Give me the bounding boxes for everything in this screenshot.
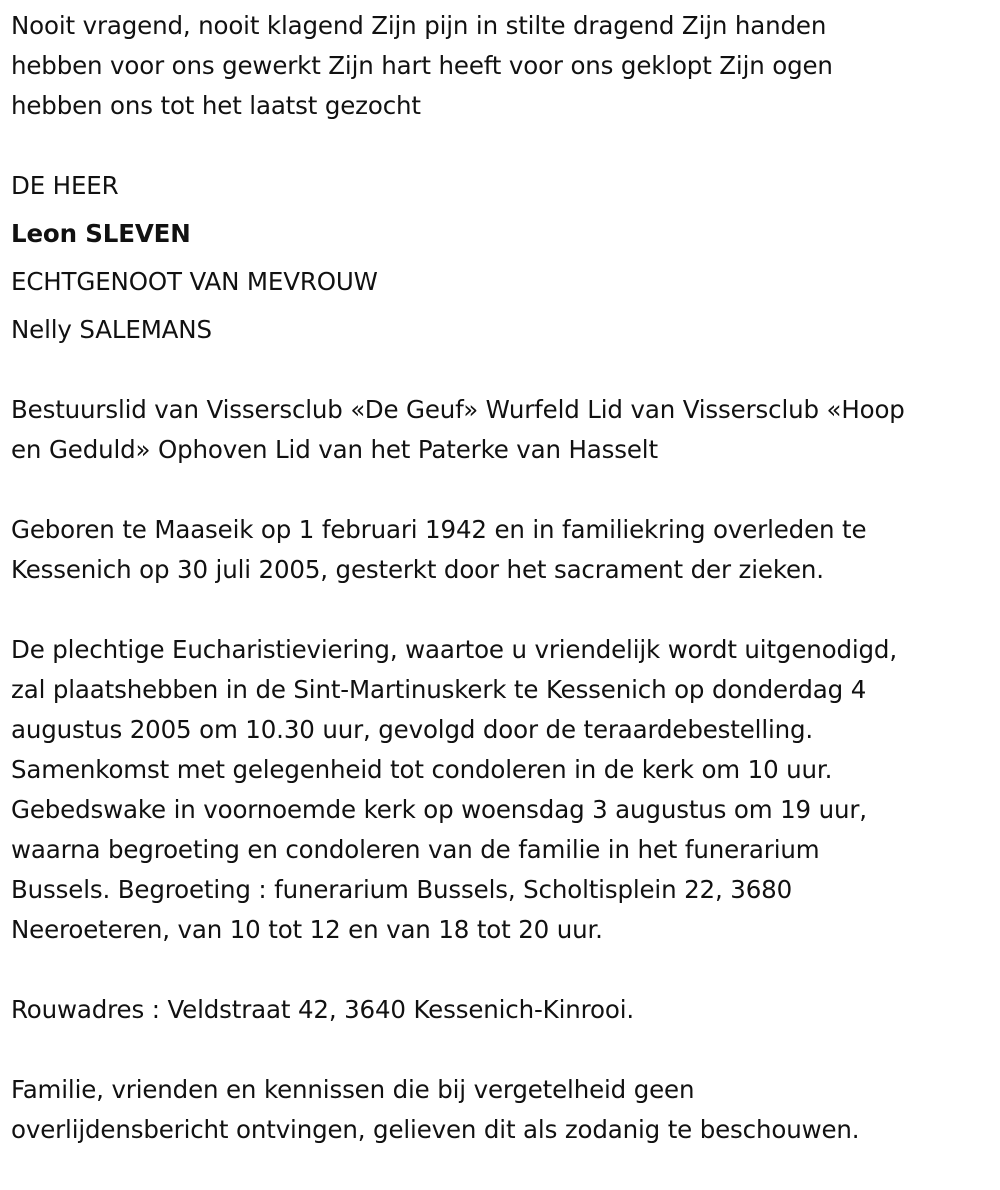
mourning-address: Rouwadres : Veldstraat 42, 3640 Kessenich-Kinrooi.	[11, 995, 634, 1024]
ceremony-line: Bussels. Begroeting : funerarium Bussels, Scholtisplein 22, 3680	[11, 875, 793, 904]
memberships-line: Bestuurslid van Vissersclub «De Geuf» Wurfeld Lid van Vissersclub «Hoop	[11, 395, 905, 424]
spouse-name: Nelly SALEMANS	[11, 315, 212, 344]
ceremony-line: Samenkomst met gelegenheid tot condoleren in de kerk om 10 uur.	[11, 755, 833, 784]
ceremony-line: Gebedswake in voornoemde kerk op woensdag 3 augustus om 19 uur,	[11, 795, 867, 824]
relation-label: ECHTGENOOT VAN MEVROUW	[11, 267, 378, 296]
honorific: DE HEER	[11, 171, 119, 200]
obituary-document	[11, 6, 996, 1190]
ceremony-line: De plechtige Eucharistieviering, waartoe u vriendelijk wordt uitgenodigd,	[11, 635, 897, 664]
ceremony-line: zal plaatshebben in de Sint-Martinuskerk te Kessenich op donderdag 4	[11, 675, 867, 704]
ceremony-line: waarna begroeting en condoleren van de familie in het funerarium	[11, 835, 820, 864]
memberships-paragraph	[11, 390, 996, 470]
ceremony-line: Neeroeteren, van 10 tot 12 en van 18 tot 20 uur.	[11, 915, 603, 944]
birth-death-line: Geboren te Maaseik op 1 februari 1942 en in familiekring overleden te	[11, 515, 867, 544]
poem-line: Nooit vragend, nooit klagend Zijn pijn in stilte dragend Zijn handen	[11, 11, 827, 40]
deceased-block	[11, 162, 996, 354]
address-paragraph	[11, 990, 996, 1030]
memberships-line: en Geduld» Ophoven Lid van het Paterke van Hasselt	[11, 435, 658, 464]
closing-line: overlijdensbericht ontvingen, gelieven dit als zodanig te beschouwen.	[11, 1115, 860, 1144]
closing-paragraph	[11, 1070, 996, 1150]
ceremony-line: augustus 2005 om 10.30 uur, gevolgd door de teraardebestelling.	[11, 715, 814, 744]
poem-line: hebben ons tot het laatst gezocht	[11, 91, 421, 120]
birth-death-paragraph	[11, 510, 996, 590]
deceased-name: Leon SLEVEN	[11, 219, 191, 248]
closing-line: Familie, vrienden en kennissen die bij vergetelheid geen	[11, 1075, 695, 1104]
birth-death-line: Kessenich op 30 juli 2005, gesterkt door het sacrament der zieken.	[11, 555, 824, 584]
poem-line: hebben voor ons gewerkt Zijn hart heeft voor ons geklopt Zijn ogen	[11, 51, 833, 80]
poem-paragraph	[11, 6, 996, 126]
ceremony-paragraph	[11, 630, 996, 950]
